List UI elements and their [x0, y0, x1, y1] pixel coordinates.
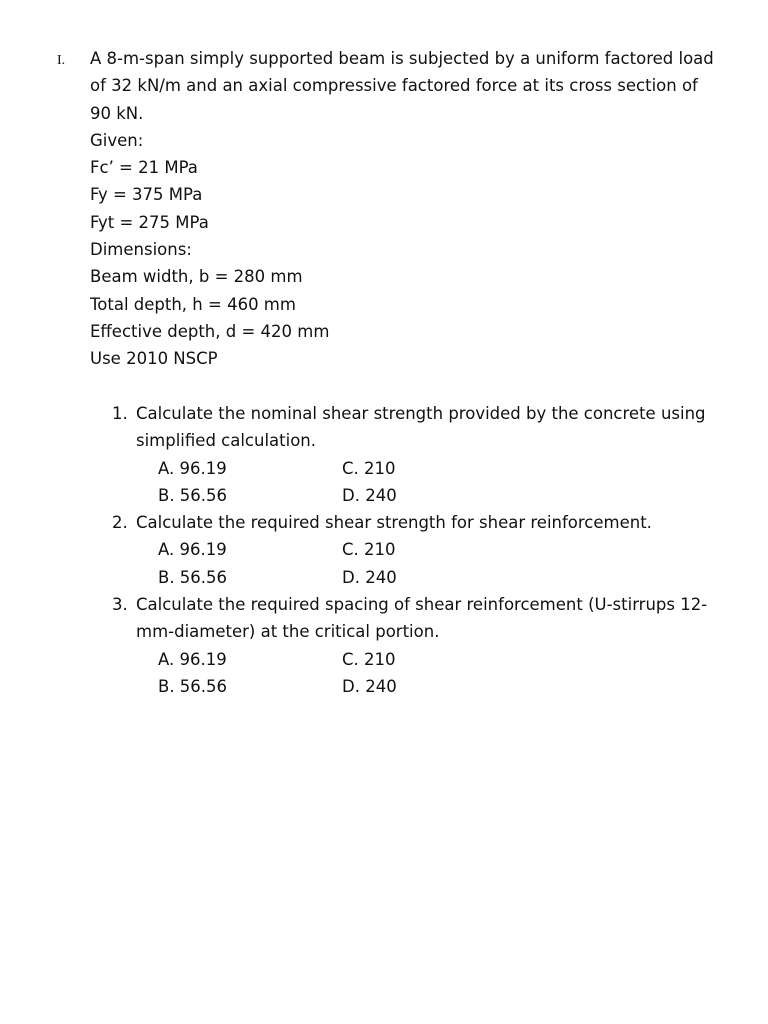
question-number: 1. — [112, 404, 128, 423]
option-a: A. 96.19 — [158, 458, 227, 478]
given-heading: Given: — [90, 130, 144, 150]
option-a: A. 96.19 — [158, 540, 227, 560]
question-list — [112, 400, 732, 700]
question-item — [112, 591, 732, 700]
problem-line: A 8-m-span simply supported beam is subjected by a uniform factored load — [90, 49, 714, 68]
question-item — [112, 509, 732, 591]
problem-line: 90 kN. — [90, 103, 144, 123]
option-b: B. 56.56 — [158, 567, 228, 587]
section-numeral: I. — [57, 53, 66, 68]
given-fc: Fc’ = 21 MPa — [90, 158, 198, 178]
question-text: simplified calculation. — [136, 431, 317, 451]
question-text: Calculate the required spacing of shear reinforcement (U-stirrups 12- — [136, 595, 708, 615]
question-number: 2. — [112, 513, 128, 533]
given-fy: Fy = 375 MPa — [90, 185, 203, 205]
question-number: 3. — [112, 595, 128, 615]
dimensions-heading: Dimensions: — [90, 240, 192, 260]
problem-statement — [90, 45, 730, 373]
question-item — [112, 400, 732, 509]
option-d: D. 240 — [342, 676, 397, 696]
question-text: Calculate the required shear strength for shear reinforcement. — [136, 513, 652, 533]
option-d: D. 240 — [342, 485, 397, 505]
question-text: Calculate the nominal shear strength provided by the concrete using — [136, 404, 706, 423]
code-reference: Use 2010 NSCP — [90, 349, 218, 369]
option-d: D. 240 — [342, 567, 397, 587]
option-c: C. 210 — [342, 649, 396, 669]
option-c: C. 210 — [342, 458, 396, 478]
effective-depth: Effective depth, d = 420 mm — [90, 321, 330, 341]
question-text: mm-diameter) at the critical portion. — [136, 622, 440, 642]
given-fyt: Fyt = 275 MPa — [90, 212, 209, 232]
total-depth: Total depth, h = 460 mm — [90, 294, 296, 314]
problem-line: of 32 kN/m and an axial compressive factored force at its cross section of — [90, 76, 698, 96]
option-b: B. 56.56 — [158, 485, 228, 505]
option-b: B. 56.56 — [158, 676, 228, 696]
beam-width: Beam width, b = 280 mm — [90, 267, 303, 287]
option-c: C. 210 — [342, 540, 396, 560]
option-a: A. 96.19 — [158, 649, 227, 669]
